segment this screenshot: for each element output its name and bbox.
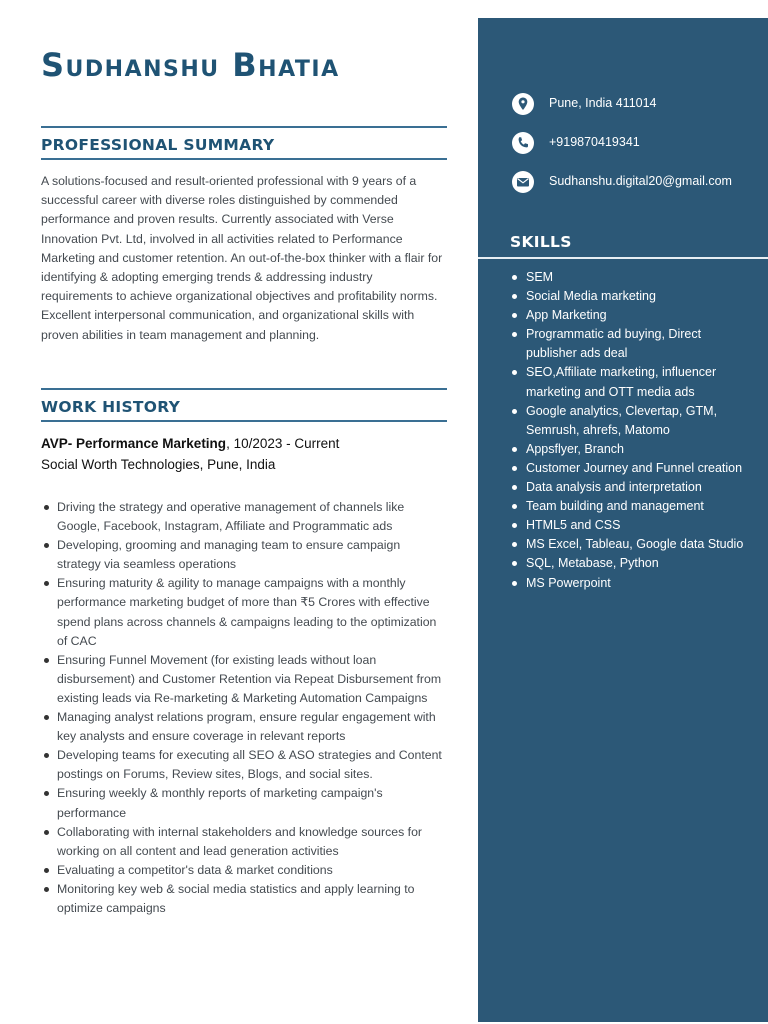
list-item: HTML5 and CSS <box>510 516 750 535</box>
job-period: , 10/2023 - Current <box>226 436 340 451</box>
location-pin-icon <box>512 93 534 115</box>
list-item: Evaluating a competitor's data & market conditions <box>41 861 447 880</box>
work-history-heading-label: WORK HISTORY <box>41 398 181 416</box>
list-item: MS Powerpoint <box>510 574 750 593</box>
contact-phone <box>512 132 762 156</box>
job-title-line <box>41 436 447 451</box>
list-item: Appsflyer, Branch <box>510 440 750 459</box>
sidebar <box>478 18 768 1022</box>
list-item: Ensuring maturity & agility to manage campaigns with a monthly performance marketing budget of more than ₹5 Crores with effective spend plans across channels & campaigns leading to the optimization of CAC <box>41 574 447 650</box>
job-company-line <box>41 457 447 472</box>
email-icon <box>512 171 534 193</box>
list-item: Ensuring weekly & monthly reports of marketing campaign's performance <box>41 784 447 822</box>
list-item: Ensuring Funnel Movement (for existing leads without loan disbursement) and Customer Retention via Repeat Disbursement from existing leads via Re-marketing & Marketing Automation Campaigns <box>41 651 447 708</box>
list-item: SQL, Metabase, Python <box>510 554 750 573</box>
list-item: Driving the strategy and operative management of channels like Google, Facebook, Instagram, Affiliate and Programmatic ads <box>41 498 447 536</box>
list-item: SEO,Affiliate marketing, influencer marketing and OTT media ads <box>510 363 750 401</box>
skills-heading: SKILLS <box>510 233 572 251</box>
list-item: Social Media marketing <box>510 287 750 306</box>
contact-email <box>512 171 762 195</box>
job-duties-list <box>41 498 447 918</box>
work-history-heading <box>41 388 447 422</box>
contact-email-text[interactable]: Sudhanshu.digital20@gmail.com <box>549 174 732 188</box>
job-company: Social Worth Technologies <box>41 457 200 472</box>
list-item: MS Excel, Tableau, Google data Studio <box>510 535 750 554</box>
list-item: SEM <box>510 268 750 287</box>
summary-heading-label: PROFESSIONAL SUMMARY <box>41 136 275 154</box>
job-location: , Pune, India <box>199 457 276 472</box>
list-item: Team building and management <box>510 497 750 516</box>
skills-divider <box>478 257 768 259</box>
list-item: Managing analyst relations program, ensure regular engagement with key analysts and ensure coverage in relevant reports <box>41 708 447 746</box>
list-item: Developing teams for executing all SEO & ASO strategies and Content postings on Forums, Review sites, Blogs, and social sites. <box>41 746 447 784</box>
list-item: Customer Journey and Funnel creation <box>510 459 750 478</box>
summary-heading <box>41 126 447 160</box>
phone-icon <box>512 132 534 154</box>
list-item: Google analytics, Clevertap, GTM, Semrush, ahrefs, Matomo <box>510 402 750 440</box>
list-item: Programmatic ad buying, Direct publisher ads deal <box>510 325 750 363</box>
list-item: App Marketing <box>510 306 750 325</box>
candidate-name: Sudhanshu Bhatia <box>41 46 340 84</box>
skills-list <box>510 268 750 593</box>
list-item: Monitoring key web & social media statistics and apply learning to optimize campaigns <box>41 880 447 918</box>
list-item: Data analysis and interpretation <box>510 478 750 497</box>
contact-location <box>512 93 762 117</box>
contact-phone-text: +919870419341 <box>549 135 640 149</box>
contact-location-text: Pune, India 411014 <box>549 96 657 110</box>
list-item: Collaborating with internal stakeholders and knowledge sources for working on all content and lead generation activities <box>41 823 447 861</box>
summary-text: A solutions-focused and result-oriented professional with 9 years of a successful career with diverse roles distinguished by commended performance and proven results. Currently associated with Verse Innovation Pvt. Ltd, involved in all activities related to Performance Marketing and customer retention. An out-of-the-box thinker with a flair for identifying & adopting emerging trends & addressing industry requirements to achieve organizational objectives and profitability norms. Excellent interpersonal communication, and organizational skills with proven abilities in team management and planning. <box>41 174 443 342</box>
list-item: Developing, grooming and managing team to ensure campaign strategy via seamless operations <box>41 536 447 574</box>
job-role: AVP- Performance Marketing <box>41 436 227 451</box>
